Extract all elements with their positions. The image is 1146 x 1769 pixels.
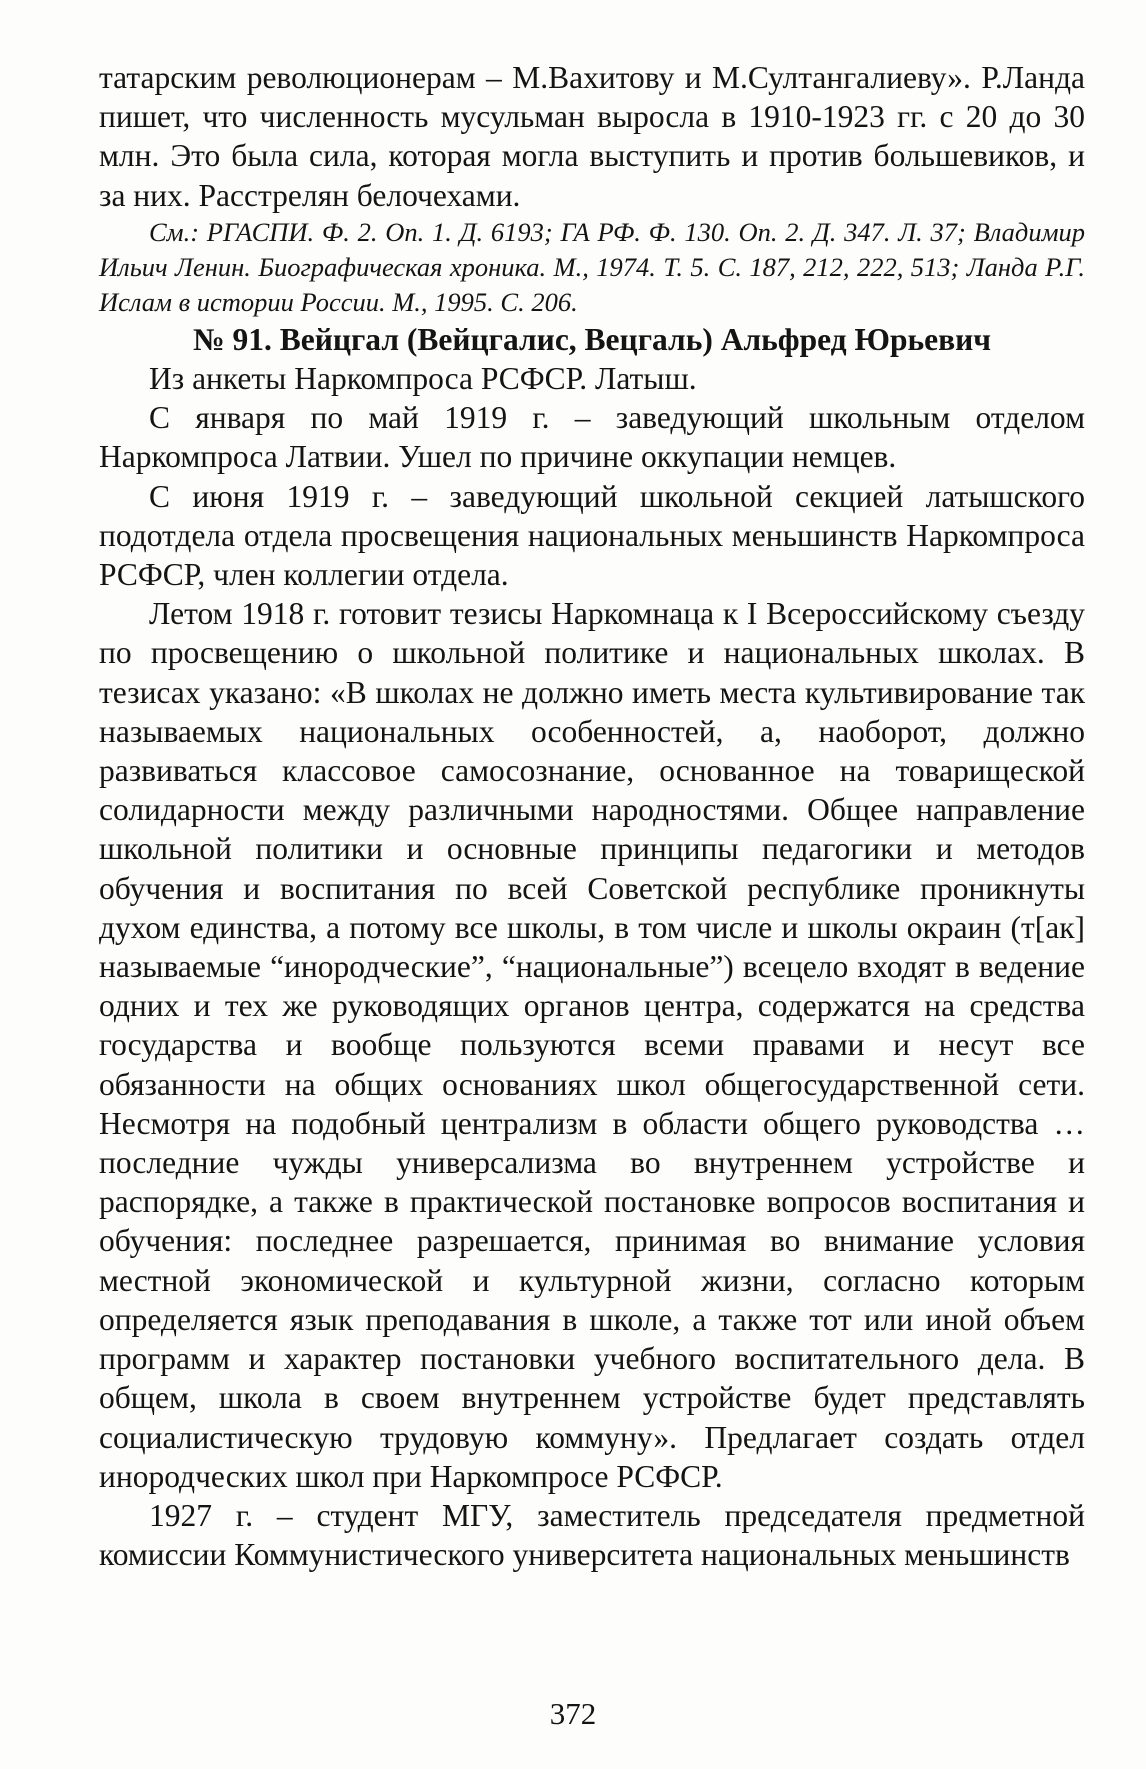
paragraph-1: Из анкеты Наркомпроса РСФСР. Латыш. xyxy=(149,361,697,397)
page-number: 372 xyxy=(549,1696,597,1731)
entry-heading: № 91. Вейцгал (Вейцгалис, Вецгаль) Альфред Юрьевич xyxy=(192,321,992,357)
paragraph-4: Летом 1918 г. готовит тезисы Наркомнаца к I Всероссийскому съезду по просвещению о школьной политике и национальных школах. В тезисах указано: «В школах не должно иметь места культивирование так называемых национальных особенностей, а, наоборот, должно развиваться классовое самосознание, основанное на товарищеской солидарности между различными народностями. Общее направление школьной политики и основные принципы педагогики и методов обучения и воспитания по всей Советской республике проникнуты духом единства, а потому все школы, в том числе и школы окраин (т[ак] называемые “инородческие”, “национальные”) всецело входят в ведение одних и тех же руководящих органов центра, содержатся на средства государства и вообще пользуются всеми правами и несут все обязанности на общих основаниях школ общегосударственной сети. Несмотря на подобный централизм в области общего руководства …последние чужды универсализма во внутреннем устройстве и распорядке, а также в практической постановке вопросов воспитания и обучения: последнее разрешается, принимая во внимание условия местной экономической и культурной жизни, согласно которым определяется язык преподавания в школе, а также тот или иной объем программ и характер постановки учебного воспитательного дела. В общем, школа в своем внутреннем устройстве будет представлять социалистическую трудовую коммуну». Предлагает создать отдел инородческих школ при Наркомпросе РСФСР. xyxy=(99,596,1085,1494)
paragraph-2: С января по май 1919 г. – заведующий школьным отделом Наркомпроса Латвии. Ушел по причине оккупации немцев. xyxy=(99,400,1085,475)
paragraph-3: С июня 1919 г. – заведующий школьной секцией латышского подотдела отдела просвещения национальных меньшинств Наркомпроса РСФСР, член коллегии отдела. xyxy=(99,478,1085,593)
references: См.: РГАСПИ. Ф. 2. Оп. 1. Д. 6193; ГА РФ. Ф. 130. Оп. 2. Д. 347. Л. 37; Владимир Ильич Ленин. Биографическая хроника. М., 1974. Т. 5. С. 187, 212, 222, 513; Ланда Р.Г. Ислам в истории России. М., 1995. С. 206. xyxy=(99,216,1085,317)
intro-paragraph: татарским революционерам – М.Вахитову и М.Султангалиеву». Р.Ланда пишет, что численность мусульман выросла в 1910-1923 гг. с 20 до 30 млн. Это была сила, которая могла выступить и против большевиков, и за них. Расстрелян белочехами. xyxy=(99,60,1085,213)
paragraph-5: 1927 г. – студент МГУ, заместитель председателя предметной комиссии Коммунистического университета национальных меньшинств xyxy=(99,1497,1085,1573)
page-text xyxy=(99,58,1085,1574)
